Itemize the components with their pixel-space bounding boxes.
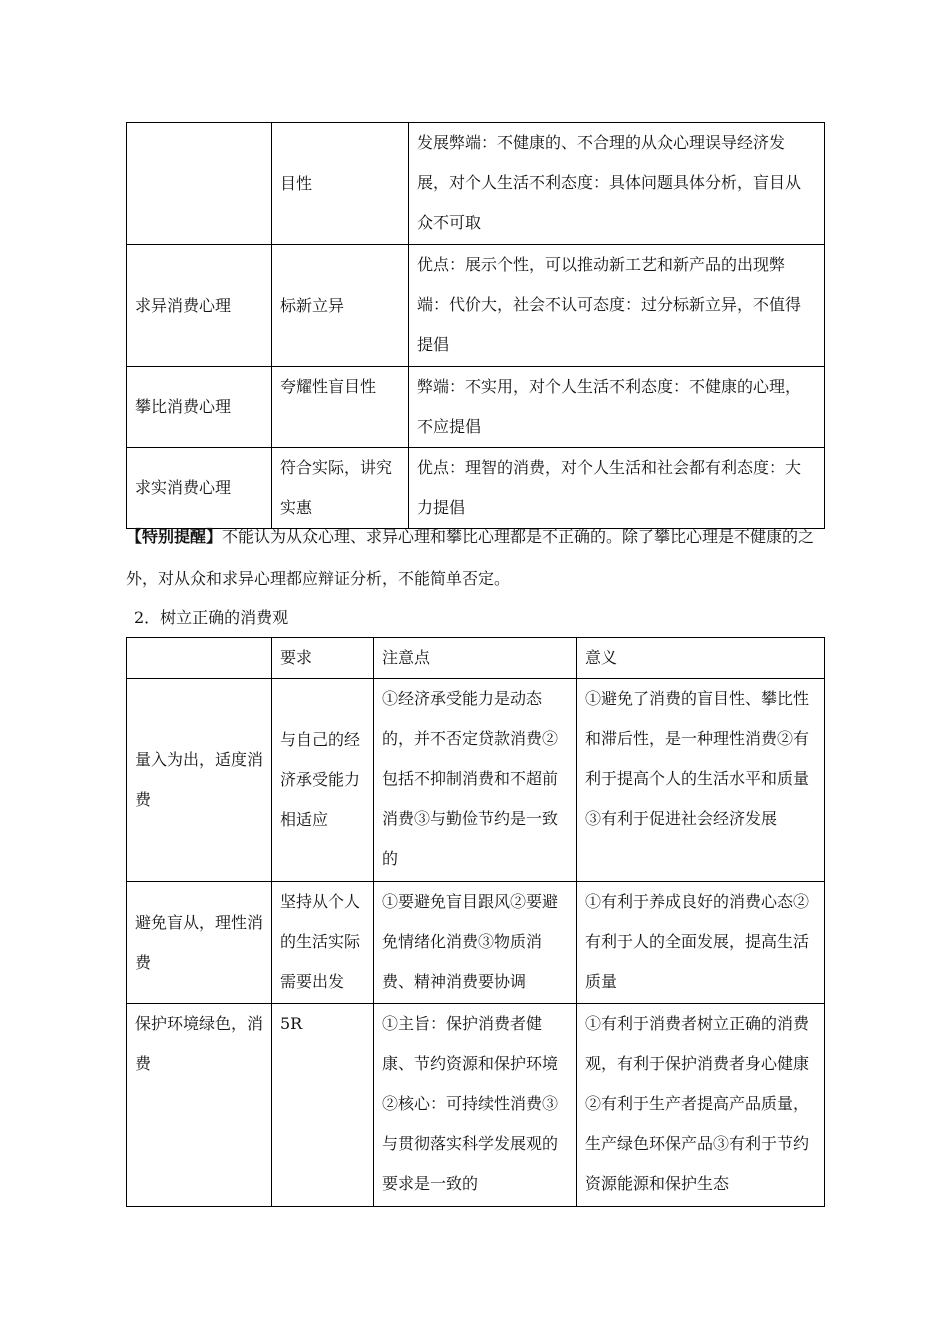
- meaning-cell: ①有利于消费者树立正确的消费观，有利于保护消费者身心健康②有利于生产者提高产品质量，生产绿色环保产品③有利于节约资源能源和保护生态: [577, 1004, 825, 1207]
- notes-cell: ①经济承受能力是动态的，并不否定贷款消费②包括不抑制消费和不超前消费③与勤俭节约是一致的: [374, 679, 577, 882]
- psychology-name-cell: 求异消费心理: [127, 245, 272, 367]
- psychology-feature-cell: 符合实际，讲究实惠: [272, 448, 409, 529]
- notes-cell: ①要避免盲目跟风②要避免情绪化消费③物质消费、精神消费要协调: [374, 882, 577, 1004]
- special-reminder-text: 不能认为从众心理、求异心理和攀比心理都是不正确的。除了攀比心理是不健康的之外，对从众和求异心理都应辩证分析，不能简单否定。: [126, 527, 815, 588]
- table-header-row: [127, 638, 825, 679]
- psychology-evaluation-cell: 发展弊端：不健康的、不合理的从众心理误导经济发展，对个人生活不利态度：具体问题具体分析，盲目从众不可取: [409, 123, 825, 245]
- psychology-table: [126, 122, 825, 529]
- psychology-feature-cell: 目性: [272, 123, 409, 245]
- requirement-cell: 坚持从个人的生活实际需要出发: [272, 882, 374, 1004]
- principle-cell: 避免盲从，理性消费: [127, 882, 272, 1004]
- psychology-evaluation-cell: 弊端：不实用，对个人生活不利态度：不健康的心理，不应提倡: [409, 367, 825, 448]
- table-row: [127, 1004, 825, 1207]
- psychology-evaluation-cell: 优点：理智的消费，对个人生活和社会都有利态度：大力提倡: [409, 448, 825, 529]
- table-row: [127, 679, 825, 882]
- table-row: [127, 367, 825, 448]
- psychology-feature-cell: 夸耀性盲目性: [272, 367, 409, 448]
- psychology-name-cell: [127, 123, 272, 245]
- consumption-table: [126, 637, 825, 1207]
- table-header-cell: 意义: [577, 638, 825, 679]
- principle-cell: 保护环境绿色，消费: [127, 1004, 272, 1207]
- special-reminder-label: 【特别提醒】: [126, 527, 223, 546]
- psychology-feature-cell: 标新立异: [272, 245, 409, 367]
- table-row: [127, 882, 825, 1004]
- meaning-cell: ①避免了消费的盲目性、攀比性和滞后性，是一种理性消费②有利于提高个人的生活水平和质量③有利于促进社会经济发展: [577, 679, 825, 882]
- table-header-cell: 要求: [272, 638, 374, 679]
- requirement-cell: 5R: [272, 1004, 374, 1207]
- table-row: [127, 245, 825, 367]
- psychology-name-cell: 攀比消费心理: [127, 367, 272, 448]
- table-header-cell: 注意点: [374, 638, 577, 679]
- notes-cell: ①主旨：保护消费者健康、节约资源和保护环境②核心：可持续性消费③与贯彻落实科学发展观的要求是一致的: [374, 1004, 577, 1207]
- special-reminder: [126, 516, 826, 600]
- table-header-cell: [127, 638, 272, 679]
- psychology-name-cell: 求实消费心理: [127, 448, 272, 529]
- meaning-cell: ①有利于养成良好的消费心态②有利于人的全面发展，提高生活质量: [577, 882, 825, 1004]
- psychology-evaluation-cell: 优点：展示个性，可以推动新工艺和新产品的出现弊端：代价大，社会不认可态度：过分标新立异，不值得提倡: [409, 245, 825, 367]
- principle-cell: 量入为出，适度消费: [127, 679, 272, 882]
- requirement-cell: 与自己的经济承受能力相适应: [272, 679, 374, 882]
- table-row: [127, 123, 825, 245]
- section-heading: 2．树立正确的消费观: [134, 608, 289, 627]
